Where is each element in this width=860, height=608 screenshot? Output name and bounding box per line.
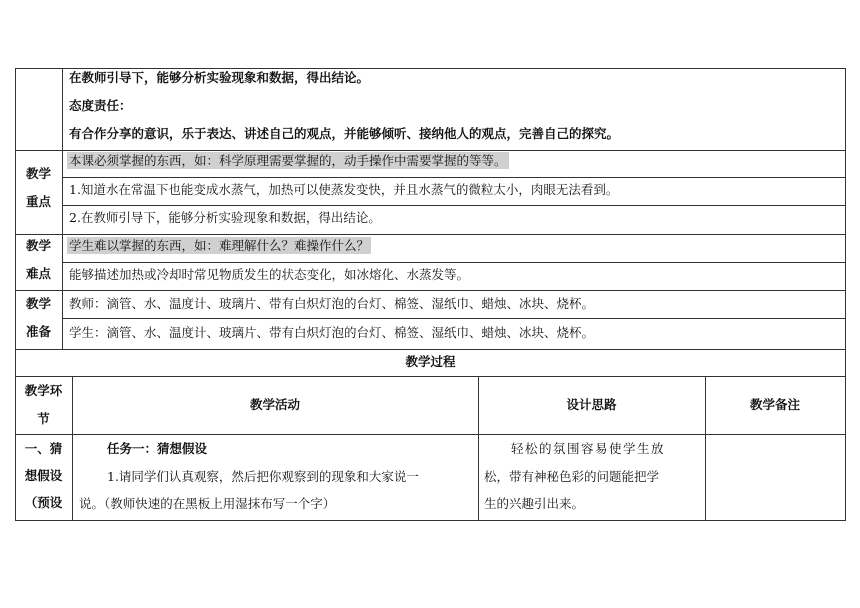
task-title: 任务一：猜想假设	[107, 441, 208, 456]
label-column-divider	[62, 68, 63, 349]
row-divider	[15, 150, 846, 151]
header-stage: 教学环	[24, 383, 63, 398]
teacher-materials: 教师：滴管、水、温度计、玻璃片、带有白炽灯泡的台灯、棉签、湿纸巾、蜡烛、冰块、烧杯。	[69, 296, 595, 311]
stage-label: 想假设	[24, 468, 63, 483]
objective-line: 有合作分享的意识，乐于表达、讲述自己的观点，并能够倾听、接纳他人的观点，完善自己的探究。	[69, 126, 620, 141]
stage-label: 一、猜	[24, 441, 63, 456]
objective-line: 在教师引导下，能够分析实验现象和数据，得出结论。	[69, 70, 370, 85]
attitude-label: 态度责任：	[69, 98, 132, 113]
table-right-border	[845, 68, 846, 520]
row-divider	[15, 234, 846, 235]
activity-text: 说。（教师快速的在黑板上用湿抹布写一个字）	[79, 496, 336, 511]
activity-text: 1.请同学们认真观察，然后把你观察到的现象和大家说一	[107, 469, 419, 484]
difficulties-hint: 学生难以掌握的东西，如：难理解什么？难操作什么？	[69, 238, 370, 253]
key-point-item: 1.知道水在常温下也能变成水蒸气，加热可以使蒸发变快，并且水蒸气的微粒太小，肉眼无法看到。	[69, 182, 619, 197]
header-design: 设计思路	[566, 397, 617, 412]
row-divider	[15, 376, 846, 377]
header-notes: 教学备注	[749, 397, 800, 412]
preparation-label: 教学	[25, 296, 51, 311]
header-stage: 节	[37, 411, 50, 426]
difficulty-item: 能够描述加热或冷却时常见物质发生的状态变化，如冰熔化、水蒸发等。	[69, 267, 470, 282]
subrow-divider	[62, 177, 846, 178]
table-top-border	[15, 68, 846, 69]
key-points-label: 教学	[25, 166, 51, 181]
difficulties-label: 教学	[25, 238, 51, 253]
subrow-divider	[62, 318, 846, 319]
key-points-label: 重点	[25, 194, 51, 209]
design-text: 生的兴趣引出来。	[484, 496, 585, 511]
stage-label: （预设	[24, 495, 63, 510]
subrow-divider	[62, 205, 846, 206]
subrow-divider	[62, 262, 846, 263]
row-divider	[15, 434, 846, 435]
row-divider	[15, 349, 846, 350]
design-text: 松，带有神秘色彩的问题能把学	[484, 469, 660, 484]
key-points-hint: 本课必须掌握的东西，如：科学原理需要掌握的，动手操作中需要掌握的等等。	[69, 153, 507, 168]
key-point-item: 2.在教师引导下，能够分析实验现象和数据，得出结论。	[69, 210, 381, 225]
table-bottom-border	[15, 520, 846, 521]
design-text: 轻松的氛围容易使学生放	[511, 441, 666, 456]
row-divider	[15, 290, 846, 291]
difficulties-label: 难点	[25, 266, 51, 281]
preparation-label: 准备	[25, 324, 51, 339]
header-activity: 教学活动	[249, 397, 300, 412]
process-title: 教学过程	[405, 354, 456, 369]
student-materials: 学生：滴管、水、温度计、玻璃片、带有白炽灯泡的台灯、棉签、湿纸巾、蜡烛、冰块、烧杯。	[69, 325, 595, 340]
